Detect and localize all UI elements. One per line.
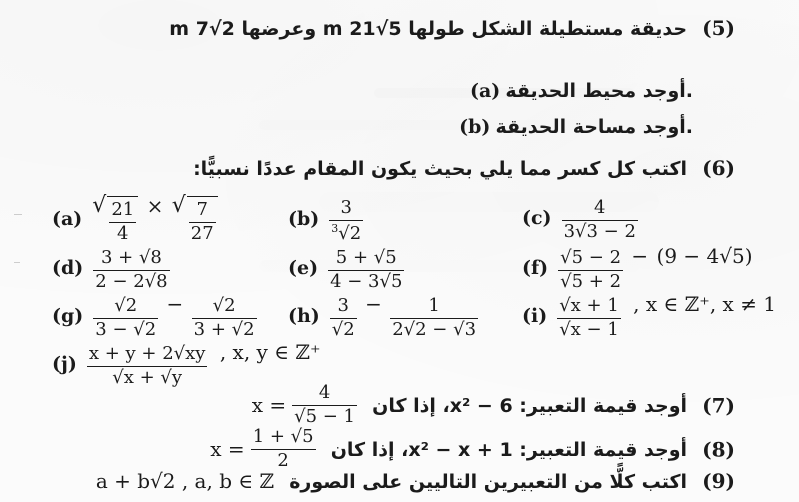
q6-item-h [288, 292, 478, 340]
q6-text: اكتب كل كسر مما يلي بحيث يكون المقام عددًا نسبيًّا: [193, 158, 688, 180]
q7-line [252, 384, 735, 427]
q5-text: حديقة مستطيلة الشكل طولها 5√21 m وعرضها 2√7 m [169, 18, 688, 40]
q6-item-j-label: (j) [52, 352, 77, 375]
q8-math: x = $\frac{1 + √5}{2}$ [210, 426, 314, 471]
q6-item-c-label: (c) [522, 206, 552, 229]
q7-number: (7) [702, 393, 735, 418]
sqrt: √ $\frac{7}{27}$ [172, 196, 218, 244]
q8-line [210, 428, 735, 471]
q6-item-g-label: (g) [52, 304, 84, 327]
q6-item-c [522, 194, 638, 242]
q5-b-text: أوجد مساحة الحديقة. [495, 116, 693, 138]
q6-item-i-label: (i) [522, 304, 548, 327]
margin-mark [14, 262, 20, 263]
q7-text: أوجد قيمة التعبير: x² − 6، إذا كان [372, 395, 688, 418]
q6-item-a-label: (a) [52, 207, 83, 230]
q6-a-expression: √ $\frac{21}{4}$ × √ $\frac{7}{27}$ [92, 194, 217, 244]
q6-item-a [52, 194, 218, 244]
q5-b-line [459, 116, 703, 138]
q6-item-d [52, 244, 170, 292]
q6-item-f-label: (f) [522, 256, 549, 279]
q6-i-expression: $\frac{√x + 1}{√x - 1}$ , x ∈ ℤ⁺, x ≠ 1 [559, 292, 777, 340]
q9-line [96, 469, 735, 493]
q6-item-d-label: (d) [52, 256, 84, 279]
q6-item-e-label: (e) [288, 256, 319, 279]
q6-line [193, 156, 735, 180]
q5-a-text: أوجد محيط الحديقة. [505, 80, 693, 102]
q6-item-b [288, 194, 363, 244]
q6-g-expression: $\frac{√2}{3 - √2}$ − $\frac{√2}{3 + √2}$ [95, 292, 255, 340]
q6-i-condition: , x ∈ ℤ⁺, x ≠ 1 [633, 292, 777, 316]
q7-math: x = $\frac{4}{√5 - 1}$ [251, 382, 356, 427]
q6-number: (6) [702, 156, 735, 180]
q6-item-e [288, 244, 404, 292]
q6-j-condition: , x, y ∈ ℤ⁺ [219, 340, 321, 364]
q6-b-expression: $\frac{3}{^3√2}$ [331, 197, 362, 244]
q5-a-label: (a) [469, 80, 501, 102]
q6-item-f [522, 244, 753, 292]
q5-line [169, 16, 735, 40]
q9-text: اكتب كلًّا من التعبيرين التاليين على الصورة [289, 471, 688, 493]
q6-j-expression: $\frac{x + y + 2√xy}{√x + √y}$ , x, y ∈ ℤ⁺ [88, 340, 321, 388]
sqrt: √ $\frac{21}{4}$ [92, 196, 138, 244]
q6-c-expression: $\frac{4}{3√3 - 2}$ [563, 197, 636, 242]
q6-item-h-label: (h) [288, 304, 320, 327]
q8-text: أوجد قيمة التعبير: x² − x + 1، إذا كان [330, 439, 688, 462]
q5-a-line [470, 80, 703, 102]
q9-number: (9) [702, 469, 735, 493]
q8-number: (8) [702, 437, 735, 462]
q9-form: a + b√2 , a, b ∈ ℤ [95, 469, 275, 493]
q6-e-expression: $\frac{5 + √5}{4 - 3√5}$ [330, 247, 403, 292]
q5-b-label: (b) [459, 116, 491, 138]
q5-number: (5) [702, 16, 735, 40]
q6-item-b-label: (b) [288, 207, 320, 230]
q6-d-expression: $\frac{3 + √8}{2 - 2√8}$ [95, 247, 168, 292]
q6-item-g [52, 292, 257, 340]
margin-mark [14, 214, 22, 215]
q6-item-i [522, 292, 776, 340]
q6-item-j [52, 340, 321, 388]
q6-h-expression: $\frac{3}{√2}$ − $\frac{1}{2√2 - √3}$ [331, 292, 477, 340]
q6-f-expression: $\frac{√5 - 2}{√5 + 2}$ − (9 − 4√5) [560, 244, 753, 292]
